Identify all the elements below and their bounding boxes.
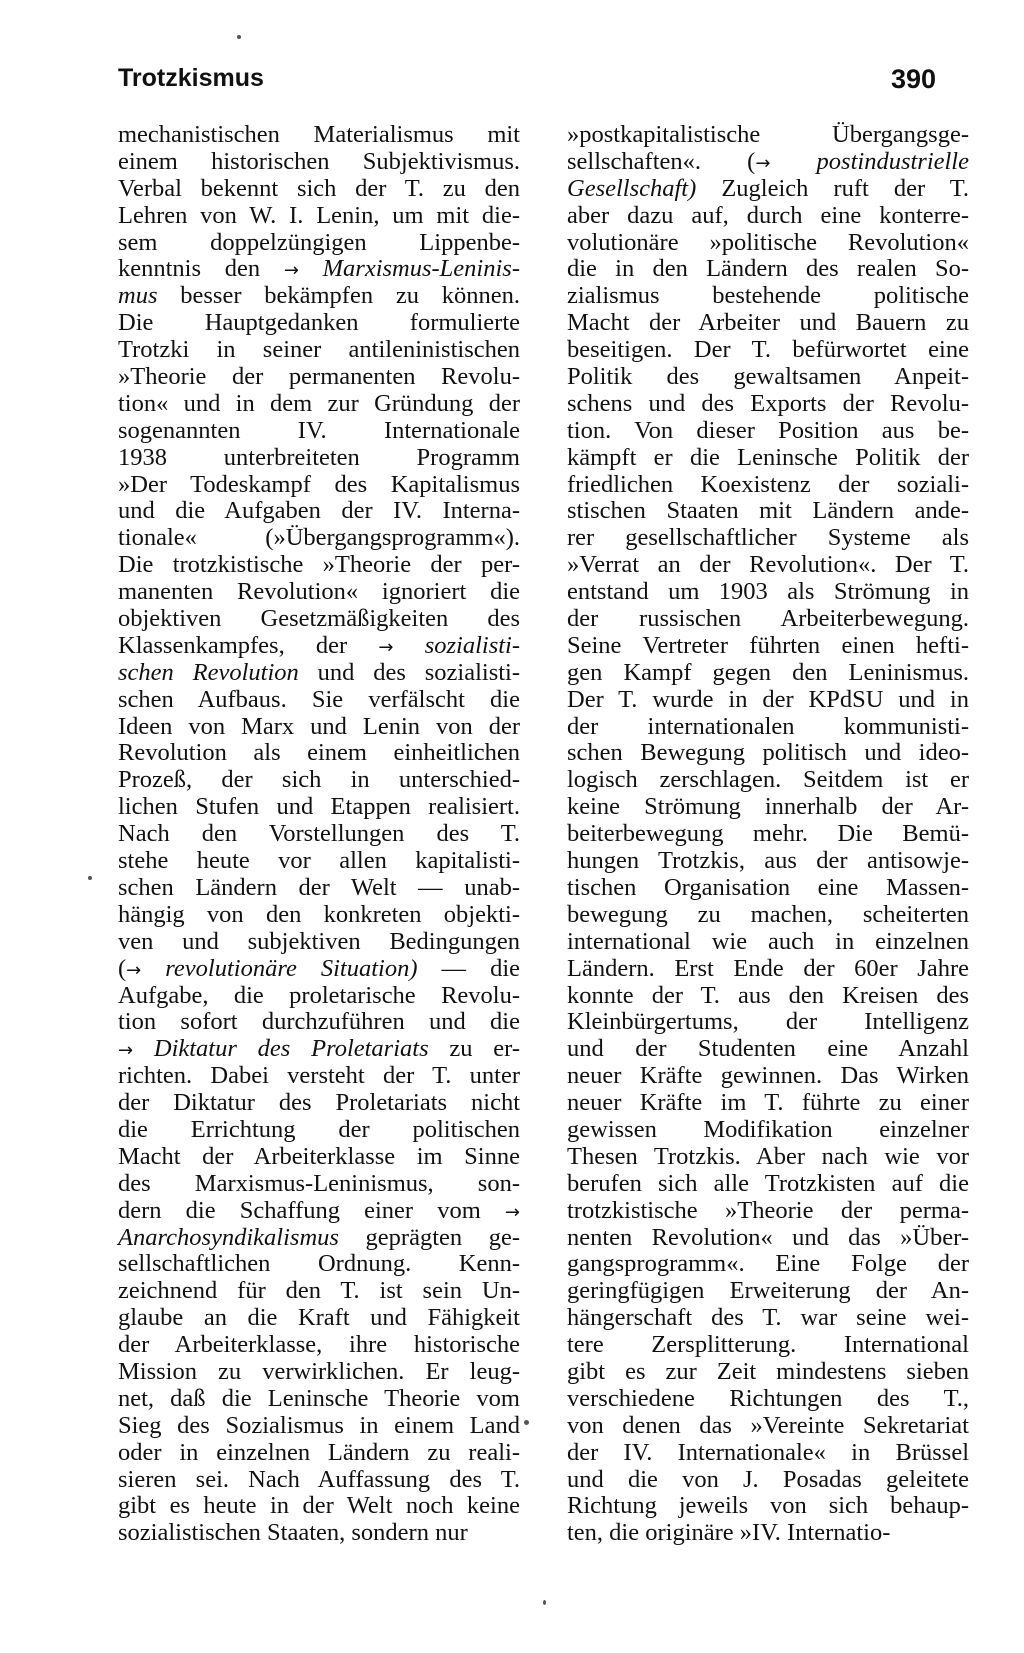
text-run: kenntnis den [118, 255, 284, 283]
text-run: 1938 unterbreiteten Programm [118, 443, 520, 471]
text-line [567, 1009, 969, 1036]
text-run: Verbal bekennt sich der T. zu den [118, 174, 520, 202]
text-run: von denen das »Vereinte Sekretariat [567, 1411, 969, 1439]
text-run: oder in einzelnen Ländern zu reali- [118, 1438, 520, 1466]
text-line [118, 714, 520, 741]
text-run: berufen sich alle Trotzkisten auf die [567, 1169, 969, 1197]
text-run: der Arbeiterklasse, ihre historische [118, 1331, 520, 1359]
text-line [118, 821, 520, 848]
text-line [567, 983, 969, 1010]
text-line [118, 1386, 520, 1413]
cross-reference-term: revolutionäre Situation) [165, 954, 418, 982]
text-line [567, 1225, 969, 1252]
text-run: schen Ländern der Welt — unab- [118, 873, 520, 901]
text-run: hungen Trotzkis, aus der antisowje- [567, 847, 969, 875]
text-line [567, 552, 969, 579]
text-run [133, 1035, 154, 1062]
text-line [567, 1305, 969, 1332]
text-line [567, 1359, 969, 1386]
text-run: die Errichtung der politischen [118, 1115, 520, 1143]
text-line [118, 848, 520, 875]
text-line [567, 1413, 969, 1440]
text-run: und der Studenten eine Anzahl [567, 1035, 969, 1063]
text-run: stehe heute vor allen kapitalisti- [118, 847, 520, 875]
text-run: Ideen von Marx und Lenin von der [118, 712, 520, 740]
text-line [567, 1520, 969, 1547]
text-run: volutionäre »politische Revolution« [567, 228, 969, 256]
text-line [118, 1251, 520, 1278]
text-line [567, 821, 969, 848]
text-run: Macht der Arbeiterklasse im Sinne [118, 1142, 520, 1170]
text-run: schen Bewegung politisch und ideo- [567, 739, 969, 767]
text-line [118, 176, 520, 203]
text-line [118, 552, 520, 579]
text-line [567, 364, 969, 391]
text-line [567, 283, 969, 310]
text-run: geringfügigen Erweiterung der An- [567, 1277, 969, 1305]
text-run: Mission zu verwirklichen. Er leug- [118, 1357, 520, 1385]
text-run: hängig von den konkreten objekti- [118, 900, 520, 928]
text-run: Thesen Trotzkis. Aber nach wie vor [567, 1142, 969, 1170]
text-line [118, 472, 520, 499]
cross-reference-term: Marxismus-Leninis- [322, 255, 520, 283]
text-line [118, 1009, 520, 1036]
text-line [567, 714, 969, 741]
text-run: gibt es zur Zeit mindestens sieben [567, 1357, 969, 1385]
text-line [118, 1171, 520, 1198]
text-line [567, 767, 969, 794]
text-run: beseitigen. Der T. befürwortet eine [567, 336, 969, 364]
text-run: aber dazu auf, durch eine konterre- [567, 201, 969, 229]
text-line [567, 1332, 969, 1359]
text-run [299, 255, 323, 282]
text-line [567, 256, 969, 283]
text-run [141, 955, 165, 982]
text-run: glaube an die Kraft und Fähigkeit [118, 1304, 520, 1332]
text-line [118, 633, 520, 660]
cross-reference-arrow-icon: → [118, 1040, 134, 1062]
text-run: Macht der Arbeiter und Bauern zu [567, 309, 969, 337]
text-run: neuer Kräfte im T. führte zu einer [567, 1089, 969, 1117]
text-run: sem doppelzüngigen Lippenbe- [118, 228, 520, 256]
cross-reference-term: schen Revolution [118, 658, 299, 686]
text-line [118, 445, 520, 472]
text-column-left [118, 122, 520, 1547]
text-run: entstand um 1903 als Strömung in [567, 578, 969, 606]
text-run: Trotzki in seiner antileninistischen [118, 336, 520, 364]
text-line [567, 337, 969, 364]
text-run: der russischen Arbeiterbewegung. [567, 605, 969, 633]
cross-reference-term: postindustrielle [816, 147, 969, 175]
text-line [567, 1144, 969, 1171]
text-line [118, 660, 520, 687]
text-run: die in den Ländern des realen So- [567, 255, 969, 283]
cross-reference-term: sozialisti- [424, 631, 520, 659]
text-run: sellschaften«. ( [567, 147, 756, 175]
text-line [118, 1198, 520, 1225]
text-line [567, 1278, 969, 1305]
text-run: »Der Todeskampf des Kapitalismus [118, 470, 520, 498]
text-run: der internationalen kommunisti- [567, 712, 969, 740]
text-run: zeichnend für den T. ist sein Un- [118, 1277, 520, 1305]
text-line [567, 525, 969, 552]
text-line [118, 391, 520, 418]
text-run: Richtung jeweils von sich behaup- [567, 1492, 969, 1520]
text-line [567, 122, 969, 149]
text-run: Seine Vertreter führten einen hefti- [567, 631, 969, 659]
cross-reference-arrow-icon: → [504, 1201, 520, 1223]
page-header [118, 64, 936, 104]
text-line [567, 848, 969, 875]
text-line [567, 230, 969, 257]
text-run: gewissen Modifikation einzelner [567, 1115, 969, 1143]
text-run: dern die Schaffung einer vom [118, 1196, 505, 1224]
text-line [567, 1386, 969, 1413]
text-line [118, 230, 520, 257]
text-line [118, 956, 520, 983]
text-line [567, 176, 969, 203]
text-run: zu er- [428, 1035, 521, 1063]
text-run: des Marxismus-Leninismus, son- [118, 1169, 520, 1197]
text-line [118, 203, 520, 230]
text-run: richten. Dabei versteht der T. unter [118, 1062, 520, 1090]
text-run: tionale« (»Übergangsprogramm«). [118, 524, 520, 552]
text-run: Nach den Vorstellungen des T. [118, 820, 520, 848]
text-line [567, 498, 969, 525]
text-line [118, 767, 520, 794]
text-run: der Diktatur des Proletariats nicht [118, 1089, 520, 1117]
text-line [118, 606, 520, 633]
text-run: gangsprogramm«. Eine Folge der [567, 1250, 969, 1278]
text-line [567, 1063, 969, 1090]
text-line [567, 633, 969, 660]
text-run: international wie auch in einzelnen [567, 927, 969, 955]
text-run: ven und subjektiven Bedingungen [118, 927, 520, 955]
text-run: zialismus bestehende politische [567, 282, 969, 310]
text-line [118, 283, 520, 310]
text-run: lichen Stufen und Etappen realisiert. [118, 793, 520, 821]
text-line [567, 418, 969, 445]
text-run: net, daß die Leninsche Theorie vom [118, 1384, 520, 1412]
text-run [770, 148, 816, 175]
print-speck [237, 35, 241, 39]
text-line [118, 1493, 520, 1520]
text-line [567, 1251, 969, 1278]
cross-reference-term: Diktatur des Proletariats [153, 1035, 429, 1063]
text-run: Lehren von W. I. Lenin, um mit die- [118, 201, 520, 229]
text-line [567, 1198, 969, 1225]
text-run: keine Strömung innerhalb der Ar- [567, 793, 969, 821]
text-line [567, 579, 969, 606]
text-run: ( [118, 954, 127, 982]
text-run: trotzkistische »Theorie der perma- [567, 1196, 969, 1224]
text-run [393, 632, 424, 659]
text-line [567, 875, 969, 902]
print-speck [543, 1600, 546, 1605]
cross-reference-term: Gesellschaft) [567, 174, 697, 202]
text-line [118, 902, 520, 929]
text-line [567, 660, 969, 687]
text-line [118, 929, 520, 956]
text-line [118, 1063, 520, 1090]
text-run: Kleinbürgertums, der Intelligenz [567, 1008, 969, 1036]
text-line [567, 149, 969, 176]
text-run: manenten Revolution« ignoriert die [118, 578, 520, 606]
print-speck [524, 1420, 529, 1425]
text-run: Zugleich ruft der T. [696, 174, 969, 202]
cross-reference-term: mus [118, 282, 158, 310]
text-line [567, 310, 969, 337]
text-line [118, 364, 520, 391]
text-line [567, 203, 969, 230]
text-run: Revolution als einem einheitlichen [118, 739, 520, 767]
cross-reference-arrow-icon: → [126, 959, 142, 981]
text-line [118, 1090, 520, 1117]
text-run: Die trotzkistische »Theorie der per- [118, 551, 520, 579]
text-run: Prozeß, der sich in unterschied- [118, 766, 520, 794]
text-line [567, 1117, 969, 1144]
text-run: Aufgabe, die proletarische Revolu- [118, 981, 520, 1009]
text-run: schens und des Exports der Revolu- [567, 389, 969, 417]
text-run: tion« und in dem zur Gründung der [118, 389, 520, 417]
text-run: und des sozialisti- [298, 658, 521, 686]
text-line [118, 1332, 520, 1359]
text-run: tion sofort durchzuführen und die [118, 1008, 520, 1036]
text-line [118, 794, 520, 821]
text-run: neuer Kräfte gewinnen. Das Wirken [567, 1062, 969, 1090]
text-line [118, 983, 520, 1010]
text-run: logisch zerschlagen. Seitdem ist er [567, 766, 969, 794]
text-line [118, 1144, 520, 1171]
text-run: Sieg des Sozialismus in einem Land [118, 1411, 520, 1439]
text-line [567, 606, 969, 633]
text-line [118, 418, 520, 445]
text-line [567, 929, 969, 956]
text-run: tere Zersplitterung. International [567, 1331, 969, 1359]
running-head-title: Trotzkismus [118, 64, 264, 92]
text-line [567, 1493, 969, 1520]
text-run: besser bekämpfen zu können. [157, 282, 520, 310]
text-line [567, 391, 969, 418]
text-run: kämpft er die Leninsche Politik der [567, 443, 969, 471]
cross-reference-arrow-icon: → [283, 260, 299, 282]
text-line [567, 687, 969, 714]
text-line [118, 1520, 520, 1547]
text-run: hängerschaft des T. war seine wei- [567, 1304, 969, 1332]
text-line [118, 1467, 520, 1494]
text-run: Ländern. Erst Ende der 60er Jahre [567, 954, 969, 982]
text-line [118, 256, 520, 283]
text-line [118, 740, 520, 767]
text-line [118, 310, 520, 337]
cross-reference-arrow-icon: → [378, 636, 394, 658]
text-run: sieren sei. Nach Auffassung des T. [118, 1465, 520, 1493]
text-line [567, 794, 969, 821]
text-line [118, 337, 520, 364]
text-line [567, 740, 969, 767]
text-run: Politik des gewaltsamen Anpeit- [567, 363, 969, 391]
text-run: Der T. wurde in der KPdSU und in [567, 685, 969, 713]
cross-reference-term: Anarchosyndikalismus [118, 1223, 339, 1251]
text-run: mechanistischen Materialismus mit [118, 121, 520, 148]
text-line [567, 956, 969, 983]
text-run: tion. Von dieser Position aus be- [567, 416, 969, 444]
text-run: — die [417, 954, 521, 982]
page-number: 390 [890, 64, 936, 94]
text-line [567, 472, 969, 499]
text-line [118, 1117, 520, 1144]
text-line [567, 1090, 969, 1117]
print-speck [88, 876, 92, 880]
text-run: sozialistischen Staaten, sondern nur [118, 1519, 468, 1547]
text-line [118, 122, 520, 149]
text-line [118, 1036, 520, 1063]
text-run: rer gesellschaftlicher Systeme als [567, 524, 969, 552]
text-run: bewegung zu machen, scheiterten [567, 900, 969, 928]
text-line [118, 525, 520, 552]
text-line [118, 1440, 520, 1467]
text-line [567, 1467, 969, 1494]
text-run: schen Aufbaus. Sie verfälscht die [118, 685, 520, 713]
text-run: sellschaftlichen Ordnung. Kenn- [118, 1250, 520, 1278]
text-run: der IV. Internationale« in Brüssel [567, 1438, 969, 1466]
text-line [118, 149, 520, 176]
text-run: geprägten ge- [338, 1223, 520, 1251]
text-line [118, 1305, 520, 1332]
text-run: »Verrat an der Revolution«. Der T. [567, 551, 969, 579]
cross-reference-arrow-icon: → [755, 152, 771, 174]
text-run: sogenannten IV. Internationale [118, 416, 520, 444]
text-run: ten, die originäre »IV. Internatio- [567, 1519, 891, 1547]
text-column-right [567, 122, 969, 1547]
text-run: und die Aufgaben der IV. Interna- [118, 497, 520, 525]
text-line [567, 902, 969, 929]
text-line [118, 687, 520, 714]
text-run: stischen Staaten mit Ländern ande- [567, 497, 969, 525]
text-line [118, 875, 520, 902]
text-line [118, 1225, 520, 1252]
text-run: Die Hauptgedanken formulierte [118, 309, 520, 337]
text-run: und die von J. Posadas geleitete [567, 1465, 969, 1493]
text-run: »postkapitalistische Übergangsge- [567, 121, 969, 148]
text-line [567, 1440, 969, 1467]
text-run: friedlichen Koexistenz der soziali- [567, 470, 969, 498]
text-line [118, 1413, 520, 1440]
text-run: gen Kampf gegen den Leninismus. [567, 658, 969, 686]
text-run: Klassenkampfes, der [118, 631, 379, 659]
text-run: konnte der T. aus den Kreisen des [567, 981, 969, 1009]
text-line [567, 1171, 969, 1198]
text-run: nenten Revolution« und das »Über- [567, 1223, 969, 1251]
text-run: objektiven Gesetzmäßigkeiten des [118, 605, 520, 633]
text-line [567, 445, 969, 472]
text-run: beiterbewegung mehr. Die Bemü- [567, 820, 969, 848]
text-run: einem historischen Subjektivismus. [118, 147, 520, 175]
text-run: gibt es heute in der Welt noch keine [118, 1492, 520, 1520]
text-line [118, 1359, 520, 1386]
text-run: verschiedene Richtungen des T., [567, 1384, 969, 1412]
text-line [118, 1278, 520, 1305]
text-line [118, 498, 520, 525]
text-line [118, 579, 520, 606]
text-run: tischen Organisation eine Massen- [567, 873, 969, 901]
text-line [567, 1036, 969, 1063]
text-run: »Theorie der permanenten Revolu- [118, 363, 520, 391]
